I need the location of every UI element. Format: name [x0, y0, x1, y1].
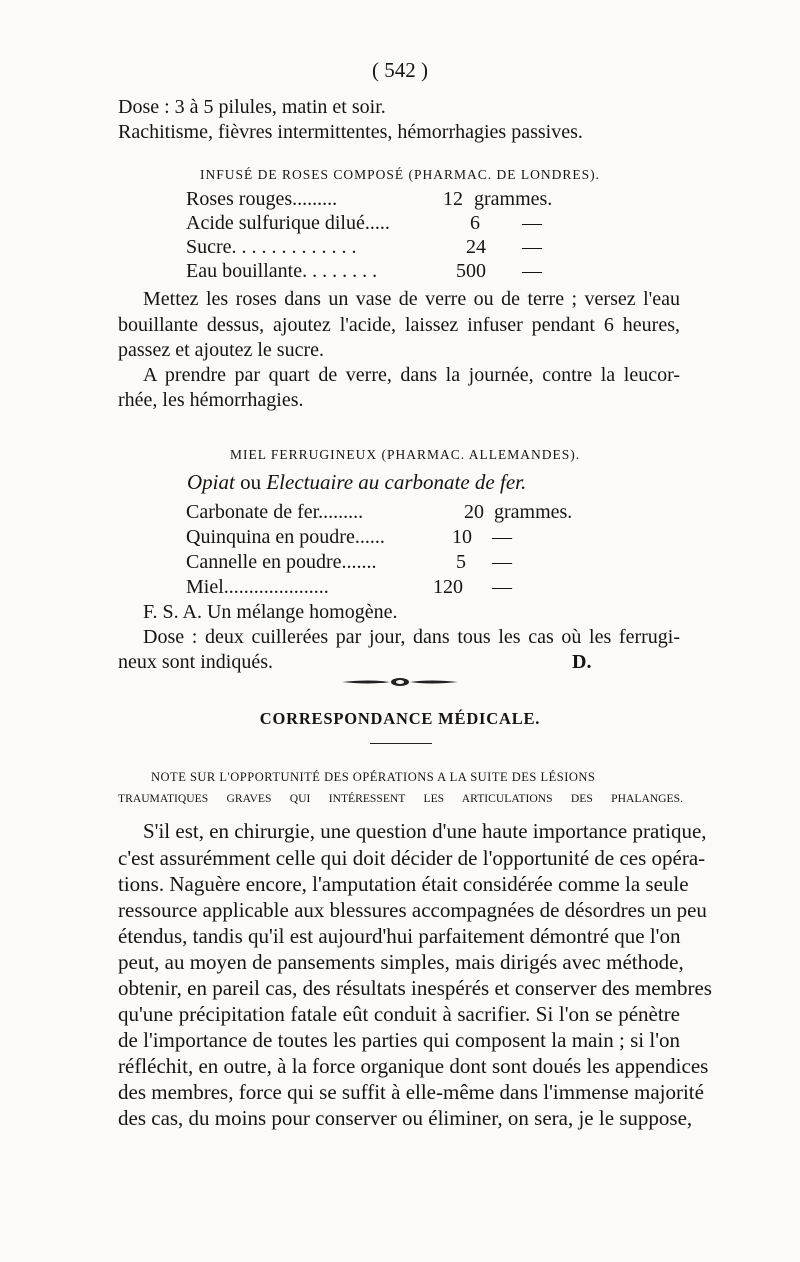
- indications-line: Rachitisme, fièvres intermittentes, hémorrhagies passives.: [118, 121, 583, 143]
- ingredient-name: Eau bouillante. . . . . . . .: [186, 260, 378, 282]
- recipe2-signature: D.: [572, 651, 592, 673]
- ingredient-qty: 5: [456, 551, 466, 573]
- body-line: S'il est, en chirurgie, une question d'une haute importance pratique,: [143, 819, 707, 843]
- ornament-divider: [340, 676, 460, 688]
- ingredient-name: Cannelle en poudre.......: [186, 551, 377, 573]
- ingredient-qty: 24: [466, 236, 486, 258]
- body-line: de l'importance de toutes les parties qui composent la main ; si l'on: [118, 1028, 680, 1052]
- subtitle-electuaire: Electuaire au carbonate de fer.: [266, 470, 527, 494]
- ingredient-name: Quinquina en poudre......: [186, 526, 385, 548]
- ingredient-unit: —: [492, 526, 512, 548]
- body-line: des membres, force qui se suffit à elle-même dans l'immense majorité: [118, 1080, 704, 1104]
- body-line: c'est assurémment celle qui doit décider de l'opportunité de ces opéra-: [118, 846, 706, 870]
- recipe1-instructions: Mettez les roses dans un vase de verre ou de terre ; versez l'eau: [143, 288, 680, 310]
- note-title: NOTE SUR L'OPPORTUNITÉ DES OPÉRATIONS A LA SUITE DES LÉSIONS: [151, 770, 596, 784]
- body-line: des cas, du moins pour conserver ou éliminer, on sera, je le suppose,: [118, 1106, 693, 1130]
- ingredient-name: Carbonate de fer.........: [186, 501, 364, 523]
- recipe2-dose: Dose : deux cuillerées par jour, dans tous les cas où les ferrugi-: [143, 626, 680, 648]
- ingredient-qty: 12: [443, 188, 463, 210]
- body-line: tions. Naguère encore, l'amputation était considérée comme la seule: [118, 872, 689, 896]
- ingredient-qty: 20: [464, 501, 484, 523]
- ingredient-unit: —: [492, 551, 512, 573]
- body-line: peut, au moyen de pansements simples, mais dirigés avec méthode,: [118, 950, 684, 974]
- body-line: obtenir, en pareil cas, des résultats inespérés et conserver des membres: [118, 976, 712, 1000]
- ingredient-qty: 120: [433, 576, 463, 598]
- ingredient-name: Sucre. . . . . . . . . . . . .: [186, 236, 357, 258]
- recipe2-fsa: F. S. A. Un mélange homogène.: [143, 601, 398, 623]
- ingredient-qty: 500: [456, 260, 486, 282]
- ingredient-unit: —: [522, 236, 542, 258]
- recipe2-title: MIEL FERRUGINEUX (PHARMAC. ALLEMANDES).: [230, 447, 581, 462]
- recipe2-dose: neux sont indiqués.: [118, 651, 273, 673]
- subtitle-opiat: Opiat: [187, 470, 235, 494]
- recipe1-title: INFUSÉ DE ROSES COMPOSÉ (PHARMAC. DE LONDRES).: [200, 167, 601, 182]
- subtitle-ou: ou: [240, 470, 262, 494]
- ingredient-unit: grammes.: [474, 188, 553, 210]
- body-line: réfléchit, en outre, à la force organique dont sont doués les appendices: [118, 1054, 709, 1078]
- ingredient-name: Miel.....................: [186, 576, 329, 598]
- ingredient-unit: —: [522, 260, 542, 282]
- recipe1-usage: A prendre par quart de verre, dans la journée, contre la leucor-: [143, 364, 680, 386]
- ingredient-qty: 10: [452, 526, 472, 548]
- ingredient-unit: —: [522, 212, 542, 234]
- ingredient-unit: grammes.: [494, 501, 573, 523]
- section-rule: [370, 743, 432, 744]
- ingredient-unit: —: [492, 576, 512, 598]
- body-line: étendus, tandis qu'il est aujourd'hui parfaitement démontré que l'on: [118, 924, 681, 948]
- page-number: ( 542 ): [372, 58, 428, 82]
- body-line: qu'une précipitation fatale eût conduit à sacrifier. Si l'on se pénètre: [118, 1002, 680, 1026]
- section-title: CORRESPONDANCE MÉDICALE.: [259, 709, 541, 728]
- dose-line: Dose : 3 à 5 pilules, matin et soir.: [118, 96, 386, 118]
- ingredient-qty: 6: [470, 212, 480, 234]
- recipe1-instructions: passez et ajoutez le sucre.: [118, 339, 325, 361]
- body-line: ressource applicable aux blessures accompagnées de désordres un peu: [118, 898, 707, 922]
- recipe1-instructions: bouillante dessus, ajoutez l'acide, laissez infuser pendant 6 heures,: [118, 314, 680, 336]
- recipe1-usage: rhée, les hémorrhagies.: [118, 389, 304, 411]
- ingredient-name: Acide sulfurique dilué.....: [186, 212, 390, 234]
- note-title: TRAUMATIQUES GRAVES QUI INTÉRESSENT LES ARTICULATIONS DES PHALANGES.: [118, 792, 683, 805]
- recipe2-subtitle: [187, 469, 526, 495]
- ingredient-name: Roses rouges.........: [186, 188, 338, 210]
